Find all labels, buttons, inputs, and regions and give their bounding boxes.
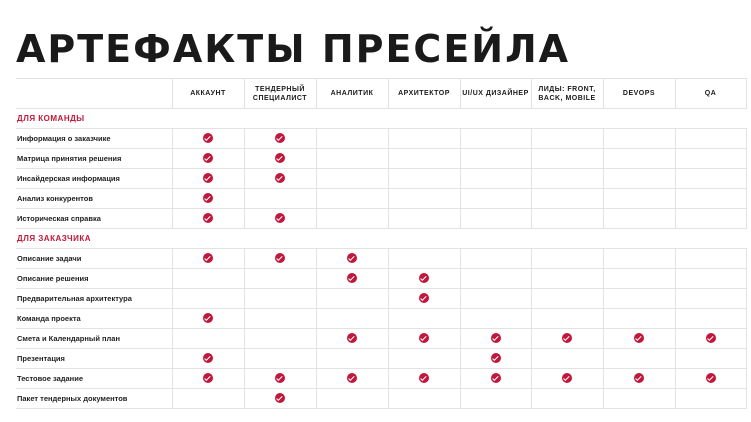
matrix-cell xyxy=(603,289,675,309)
matrix-cell xyxy=(244,369,316,389)
matrix-cell xyxy=(460,249,531,269)
table-row xyxy=(16,289,746,309)
row-label: Анализ конкурентов xyxy=(16,189,172,209)
table-row xyxy=(16,349,746,369)
row-label: Инсайдерская информация xyxy=(16,169,172,189)
checkmark-circle-icon xyxy=(275,393,285,403)
matrix-cell xyxy=(388,189,460,209)
matrix-cell xyxy=(244,349,316,369)
checkmark-circle-icon xyxy=(706,373,716,383)
column-header: DEVOPS xyxy=(603,79,675,109)
row-label: Команда проекта xyxy=(16,309,172,329)
checkmark-circle-icon xyxy=(562,373,572,383)
matrix-cell xyxy=(531,209,603,229)
matrix-cell xyxy=(172,329,244,349)
matrix-cell xyxy=(388,349,460,369)
table-row xyxy=(16,129,746,149)
row-label: Описание задачи xyxy=(16,249,172,269)
row-label: Информация о заказчике xyxy=(16,129,172,149)
checkmark-circle-icon xyxy=(491,373,501,383)
section-row xyxy=(16,109,746,129)
matrix-cell xyxy=(603,309,675,329)
row-label: Предварительная архитектура xyxy=(16,289,172,309)
column-header: АНАЛИТИК xyxy=(316,79,388,109)
matrix-cell xyxy=(675,269,746,289)
matrix-cell xyxy=(603,169,675,189)
matrix-cell xyxy=(603,269,675,289)
matrix-cell xyxy=(388,369,460,389)
matrix-cell xyxy=(603,209,675,229)
matrix-cell xyxy=(460,269,531,289)
matrix-cell xyxy=(675,149,746,169)
matrix-cell xyxy=(531,149,603,169)
column-header: UI/UX ДИЗАЙНЕР xyxy=(460,79,531,109)
table-row xyxy=(16,329,746,349)
matrix-cell xyxy=(388,149,460,169)
matrix-cell xyxy=(388,289,460,309)
header-corner-cell xyxy=(16,79,172,109)
table-header-row xyxy=(16,79,746,109)
matrix-cell xyxy=(388,129,460,149)
table-row xyxy=(16,369,746,389)
matrix-cell xyxy=(244,389,316,409)
column-header: АРХИТЕКТОР xyxy=(388,79,460,109)
matrix-cell xyxy=(316,169,388,189)
artifact-matrix-table xyxy=(16,78,747,409)
matrix-cell xyxy=(675,209,746,229)
matrix-cell xyxy=(603,149,675,169)
matrix-cell xyxy=(460,329,531,349)
matrix-cell xyxy=(172,249,244,269)
checkmark-circle-icon xyxy=(203,313,213,323)
matrix-cell xyxy=(675,189,746,209)
table-row xyxy=(16,269,746,289)
matrix-cell xyxy=(460,149,531,169)
matrix-cell xyxy=(244,289,316,309)
matrix-cell xyxy=(244,309,316,329)
row-label: Описание решения xyxy=(16,269,172,289)
matrix-cell xyxy=(460,209,531,229)
matrix-cell xyxy=(244,169,316,189)
checkmark-circle-icon xyxy=(347,273,357,283)
matrix-cell xyxy=(316,209,388,229)
row-label: Смета и Календарный план xyxy=(16,329,172,349)
matrix-cell xyxy=(172,189,244,209)
checkmark-circle-icon xyxy=(347,333,357,343)
matrix-cell xyxy=(531,309,603,329)
checkmark-circle-icon xyxy=(562,333,572,343)
column-header: АККАУНТ xyxy=(172,79,244,109)
table-row xyxy=(16,249,746,269)
checkmark-circle-icon xyxy=(634,373,644,383)
table-row xyxy=(16,169,746,189)
matrix-cell xyxy=(172,269,244,289)
matrix-cell xyxy=(316,189,388,209)
matrix-cell xyxy=(172,169,244,189)
matrix-cell xyxy=(675,129,746,149)
matrix-cell xyxy=(172,309,244,329)
matrix-cell xyxy=(172,349,244,369)
checkmark-circle-icon xyxy=(419,373,429,383)
matrix-cell xyxy=(172,389,244,409)
matrix-cell xyxy=(675,349,746,369)
matrix-cell xyxy=(603,329,675,349)
matrix-cell xyxy=(460,129,531,149)
matrix-cell xyxy=(531,329,603,349)
row-label: Историческая справка xyxy=(16,209,172,229)
table-row xyxy=(16,389,746,409)
checkmark-circle-icon xyxy=(491,333,501,343)
checkmark-circle-icon xyxy=(419,293,429,303)
checkmark-circle-icon xyxy=(203,353,213,363)
checkmark-circle-icon xyxy=(203,133,213,143)
matrix-cell xyxy=(531,189,603,209)
matrix-cell xyxy=(244,209,316,229)
checkmark-circle-icon xyxy=(203,213,213,223)
table-row xyxy=(16,309,746,329)
matrix-cell xyxy=(244,329,316,349)
matrix-cell xyxy=(603,249,675,269)
matrix-cell xyxy=(460,369,531,389)
matrix-cell xyxy=(388,249,460,269)
matrix-cell xyxy=(388,269,460,289)
checkmark-circle-icon xyxy=(275,253,285,263)
checkmark-circle-icon xyxy=(491,353,501,363)
checkmark-circle-icon xyxy=(419,273,429,283)
matrix-cell xyxy=(675,169,746,189)
matrix-cell xyxy=(316,249,388,269)
section-title: ДЛЯ КОМАНДЫ xyxy=(16,109,746,129)
table-row xyxy=(16,149,746,169)
matrix-cell xyxy=(675,249,746,269)
matrix-cell xyxy=(172,209,244,229)
matrix-cell xyxy=(675,369,746,389)
matrix-cell xyxy=(531,289,603,309)
checkmark-circle-icon xyxy=(275,213,285,223)
matrix-cell xyxy=(603,129,675,149)
matrix-cell xyxy=(603,369,675,389)
checkmark-circle-icon xyxy=(275,133,285,143)
matrix-cell xyxy=(172,289,244,309)
matrix-cell xyxy=(531,129,603,149)
checkmark-circle-icon xyxy=(203,373,213,383)
matrix-cell xyxy=(316,369,388,389)
matrix-cell xyxy=(460,289,531,309)
matrix-cell xyxy=(172,149,244,169)
column-header: ЛИДЫ: FRONT, BACK, MOBILE xyxy=(531,79,603,109)
row-label: Пакет тендерных документов xyxy=(16,389,172,409)
checkmark-circle-icon xyxy=(203,253,213,263)
matrix-cell xyxy=(603,389,675,409)
checkmark-circle-icon xyxy=(419,333,429,343)
matrix-cell xyxy=(316,149,388,169)
table-row xyxy=(16,209,746,229)
matrix-cell xyxy=(244,189,316,209)
matrix-cell xyxy=(316,289,388,309)
matrix-cell xyxy=(388,309,460,329)
matrix-cell xyxy=(172,129,244,149)
checkmark-circle-icon xyxy=(347,253,357,263)
matrix-cell xyxy=(388,169,460,189)
matrix-cell xyxy=(388,209,460,229)
matrix-cell xyxy=(316,129,388,149)
matrix-cell xyxy=(460,389,531,409)
matrix-cell xyxy=(244,129,316,149)
matrix-cell xyxy=(388,389,460,409)
matrix-cell xyxy=(531,249,603,269)
checkmark-circle-icon xyxy=(275,373,285,383)
matrix-cell xyxy=(531,269,603,289)
row-label: Презентация xyxy=(16,349,172,369)
matrix-cell xyxy=(675,289,746,309)
matrix-cell xyxy=(460,169,531,189)
column-header: ТЕНДЕРНЫЙ СПЕЦИАЛИСТ xyxy=(244,79,316,109)
checkmark-circle-icon xyxy=(634,333,644,343)
matrix-cell xyxy=(388,329,460,349)
matrix-cell xyxy=(675,329,746,349)
matrix-cell xyxy=(531,389,603,409)
matrix-cell xyxy=(460,189,531,209)
section-row xyxy=(16,229,746,249)
matrix-cell xyxy=(460,309,531,329)
matrix-cell xyxy=(244,269,316,289)
checkmark-circle-icon xyxy=(706,333,716,343)
matrix-cell xyxy=(460,349,531,369)
matrix-cell xyxy=(316,349,388,369)
matrix-cell xyxy=(316,389,388,409)
column-header: QA xyxy=(675,79,746,109)
checkmark-circle-icon xyxy=(203,153,213,163)
matrix-cell xyxy=(244,149,316,169)
matrix-cell xyxy=(531,349,603,369)
row-label: Тестовое задание xyxy=(16,369,172,389)
matrix-cell xyxy=(531,369,603,389)
checkmark-circle-icon xyxy=(203,173,213,183)
matrix-cell xyxy=(603,189,675,209)
page-title: АРТЕФАКТЫ ПРЕСЕЙЛА xyxy=(16,27,571,71)
checkmark-circle-icon xyxy=(347,373,357,383)
checkmark-circle-icon xyxy=(275,153,285,163)
matrix-cell xyxy=(316,329,388,349)
matrix-cell xyxy=(531,169,603,189)
matrix-cell xyxy=(244,249,316,269)
checkmark-circle-icon xyxy=(203,193,213,203)
matrix-cell xyxy=(172,369,244,389)
matrix-cell xyxy=(675,309,746,329)
table-row xyxy=(16,189,746,209)
matrix-cell xyxy=(675,389,746,409)
matrix-cell xyxy=(316,309,388,329)
matrix-cell xyxy=(603,349,675,369)
checkmark-circle-icon xyxy=(275,173,285,183)
row-label: Матрица принятия решения xyxy=(16,149,172,169)
section-title: ДЛЯ ЗАКАЗЧИКА xyxy=(16,229,746,249)
matrix-cell xyxy=(316,269,388,289)
